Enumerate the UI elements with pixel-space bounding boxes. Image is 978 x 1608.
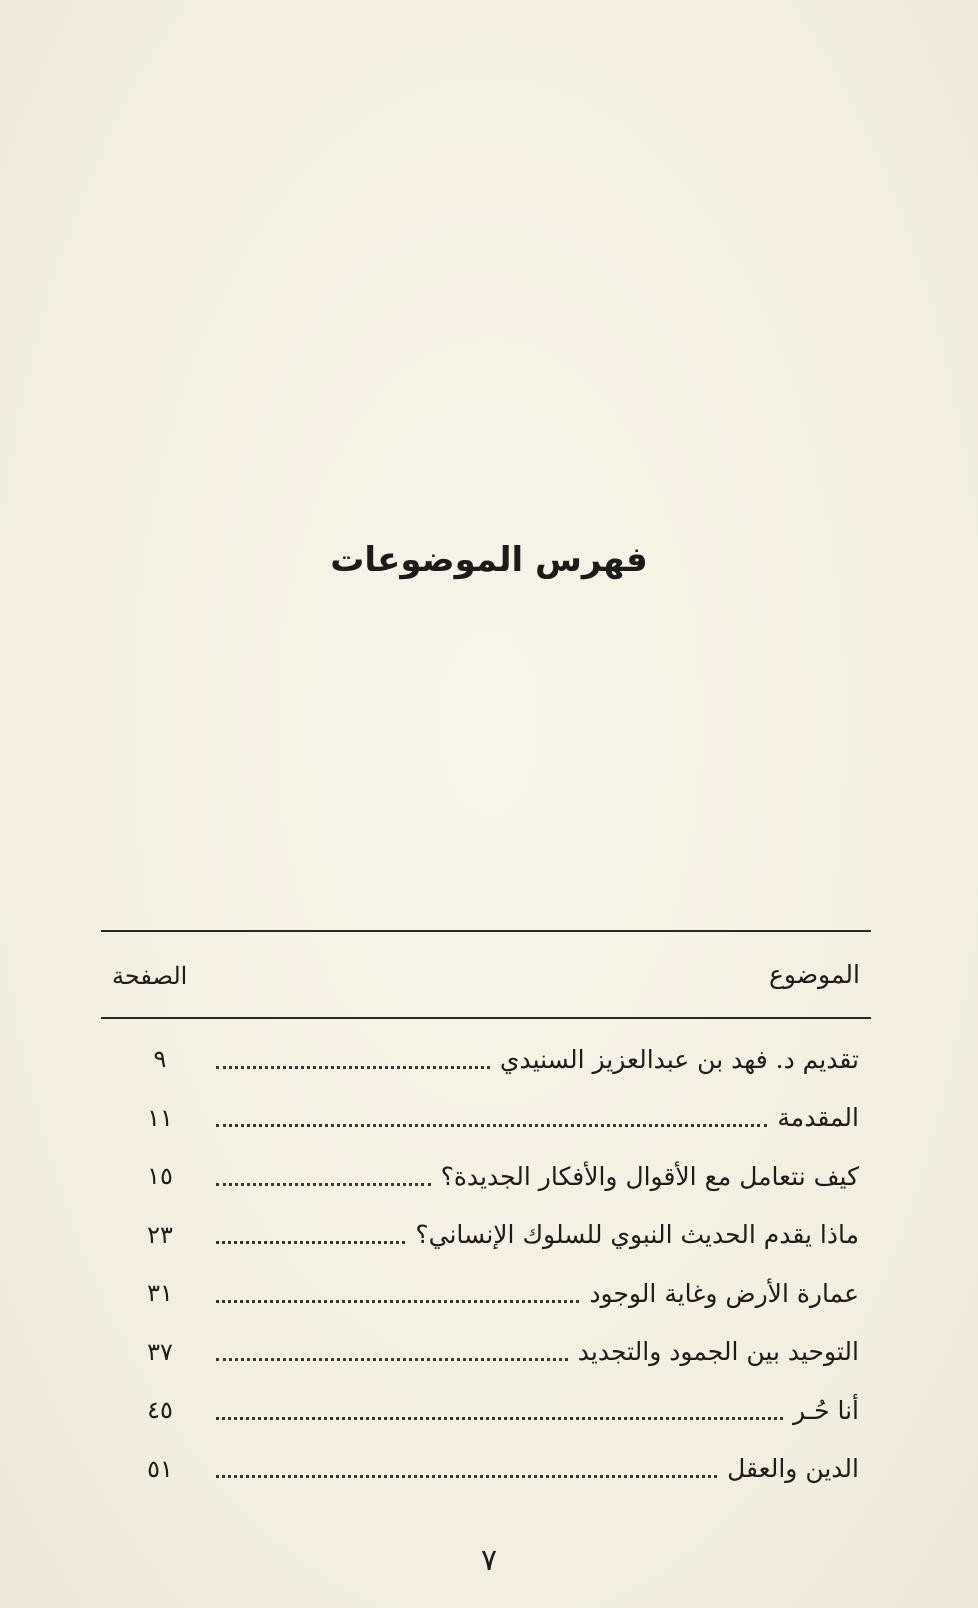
toc-entry [101,1089,871,1148]
toc-entry-page: ١١ [147,1103,173,1132]
toc-entry [101,1147,871,1206]
toc-dot-leader [216,1475,717,1478]
toc-entry-page: ١٥ [147,1162,173,1191]
column-header-topic: الموضوع [769,960,860,989]
toc-entry-page: ٥١ [147,1454,173,1483]
toc-entry-title: ماذا يقدم الحديث النبوي للسلوك الإنساني؟ [415,1220,859,1250]
toc-dot-leader [216,1417,783,1420]
toc-entry-title: تقديم د. فهد بن عبدالعزيز السنيدي [499,1044,859,1074]
toc-entry [101,1264,871,1323]
toc-entry-page: ٤٥ [147,1396,173,1425]
toc-entry-title: كيف نتعامل مع الأقوال والأفكار الجديدة؟ [440,1161,859,1191]
toc-entry [101,1323,871,1382]
toc-entry-page: ٣٧ [147,1337,173,1366]
toc-entry-title: الدين والعقل [727,1454,859,1484]
toc-dot-leader [216,1124,767,1127]
column-header-page: الصفحة [112,962,188,990]
toc-dot-leader [216,1300,579,1303]
toc-entry [101,1381,871,1440]
toc-entry-title: المقدمة [777,1103,859,1133]
toc-entry-page: ٩ [153,1045,167,1074]
page-number: ٧ [480,1543,498,1578]
toc-entry-title: أنا حُـر [792,1395,859,1425]
toc-entry-title: عمارة الأرض وغاية الوجود [589,1278,859,1308]
toc-entry [101,1440,871,1499]
toc-dot-leader [216,1066,490,1069]
toc-entry-title: التوحيد بين الجمود والتجديد [577,1337,859,1367]
page-title: فهرس الموضوعات [330,540,648,580]
toc-entry-page: ٢٣ [147,1220,173,1249]
table-header-rule [101,1017,871,1019]
toc-entry [101,1030,871,1089]
toc-entry [101,1206,871,1265]
toc-entry-page: ٣١ [147,1279,173,1308]
toc-dot-leader [216,1358,568,1361]
toc-dot-leader [216,1183,431,1186]
toc-dot-leader [216,1241,405,1244]
table-of-contents [101,1030,871,1498]
table-top-rule [101,930,871,932]
